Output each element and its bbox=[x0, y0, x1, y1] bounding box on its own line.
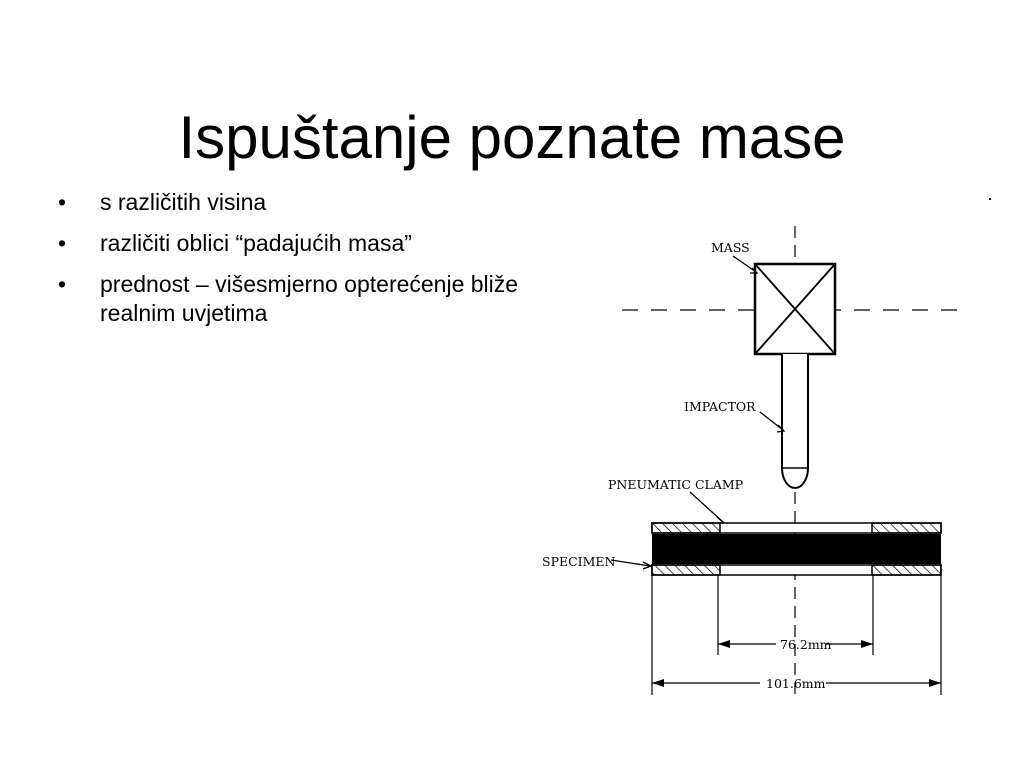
clamp-assembly bbox=[652, 523, 941, 575]
label-mass: MASS bbox=[711, 240, 750, 255]
bullet-text: prednost – višesmjerno opterećenje bliže realnim uvjetima bbox=[100, 271, 519, 326]
slide-title: Ispuštanje poznate mase bbox=[178, 104, 846, 172]
bullet-item bbox=[58, 188, 528, 217]
label-dim-outer: 101.6mm bbox=[766, 676, 826, 691]
bullet-marker: • bbox=[58, 230, 67, 256]
label-impactor: IMPACTOR bbox=[684, 399, 756, 414]
bullet-text: s različitih visina bbox=[100, 189, 267, 215]
bullet-marker: • bbox=[58, 271, 67, 297]
label-pneumatic-clamp: PNEUMATIC CLAMP bbox=[608, 477, 744, 492]
bullet-marker: • bbox=[58, 189, 67, 215]
bullet-list bbox=[58, 188, 528, 340]
impactor-rod bbox=[782, 354, 808, 488]
bullet-item bbox=[58, 229, 528, 258]
mass-block bbox=[755, 264, 835, 354]
drop-weight-test-diagram bbox=[520, 180, 1000, 700]
bullet-text: različiti oblici “padajućih masa” bbox=[100, 230, 412, 256]
stray-dot bbox=[989, 198, 991, 200]
specimen-plate bbox=[652, 534, 941, 564]
bullet-item bbox=[58, 270, 528, 328]
label-specimen: SPECIMEN bbox=[542, 554, 616, 569]
label-dim-inner: 76.2mm bbox=[780, 637, 832, 652]
